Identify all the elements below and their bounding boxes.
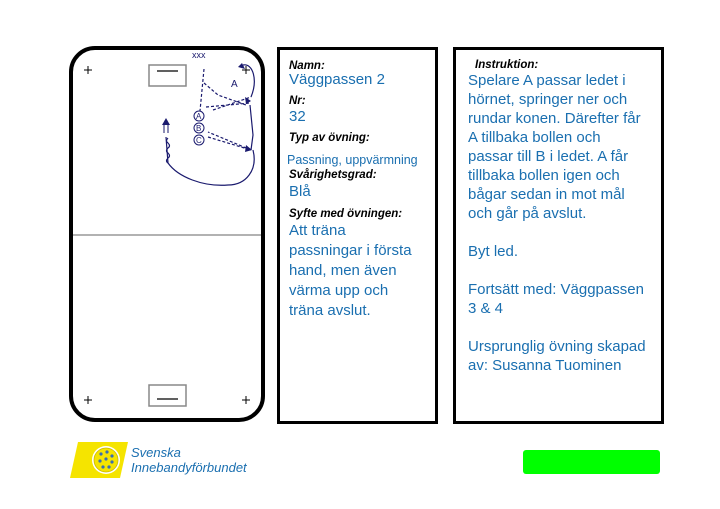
goal-bottom <box>149 385 186 406</box>
instruction-switch: Byt led. <box>468 243 519 260</box>
player-circles <box>194 111 204 145</box>
nr-value: 32 <box>289 108 306 125</box>
instruction-label: Instruktion: <box>475 59 539 71</box>
instruction-text: Spelare A passar ledet i hörnet, springer ner och rundar konen. Därefter får A tillbaka bollen och passar till B i ledet. A får tillbaka bollen igen och bågar sedan in mot mål och går på avslut. Byt led. Fortsätt med: Väggpassen 3 & 4 Ursprunglig övning skapad av: Susanna Tuominen <box>468 71 664 394</box>
status-bar <box>523 450 660 474</box>
marker-label: A <box>231 79 238 90</box>
instruction-continue: Fortsätt med: Väggpassen 3 & 4 <box>468 281 644 317</box>
rink-border <box>71 48 263 420</box>
nr-label: Nr: <box>289 95 306 107</box>
name-value: Väggpassen 2 <box>289 71 385 88</box>
type-value: Passning, uppvärmning <box>287 153 418 167</box>
player-c-label: C <box>196 136 202 145</box>
info-panel <box>277 47 438 424</box>
instruction-panel <box>453 47 664 424</box>
type-label: Typ av övning: <box>289 132 370 144</box>
purpose-label: Syfte med övningen: <box>289 208 403 220</box>
queue-marks: xxx <box>192 50 206 60</box>
name-label: Namn: <box>289 60 325 72</box>
rink-diagram <box>68 45 266 423</box>
difficulty-value: Blå <box>289 183 311 200</box>
purpose-text: Att träna passningar i första hand, men även värma upp och träna avslut. <box>289 222 412 319</box>
goal-top <box>149 65 186 86</box>
player-a-label: A <box>196 112 202 121</box>
difficulty-label: Svårighetsgrad: <box>289 169 377 181</box>
logo-text: Svenska Innebandyförbundet <box>131 445 247 475</box>
player-b-label: B <box>196 124 202 133</box>
instruction-origin: Ursprunglig övning skapad av: Susanna Tuominen <box>468 338 646 374</box>
